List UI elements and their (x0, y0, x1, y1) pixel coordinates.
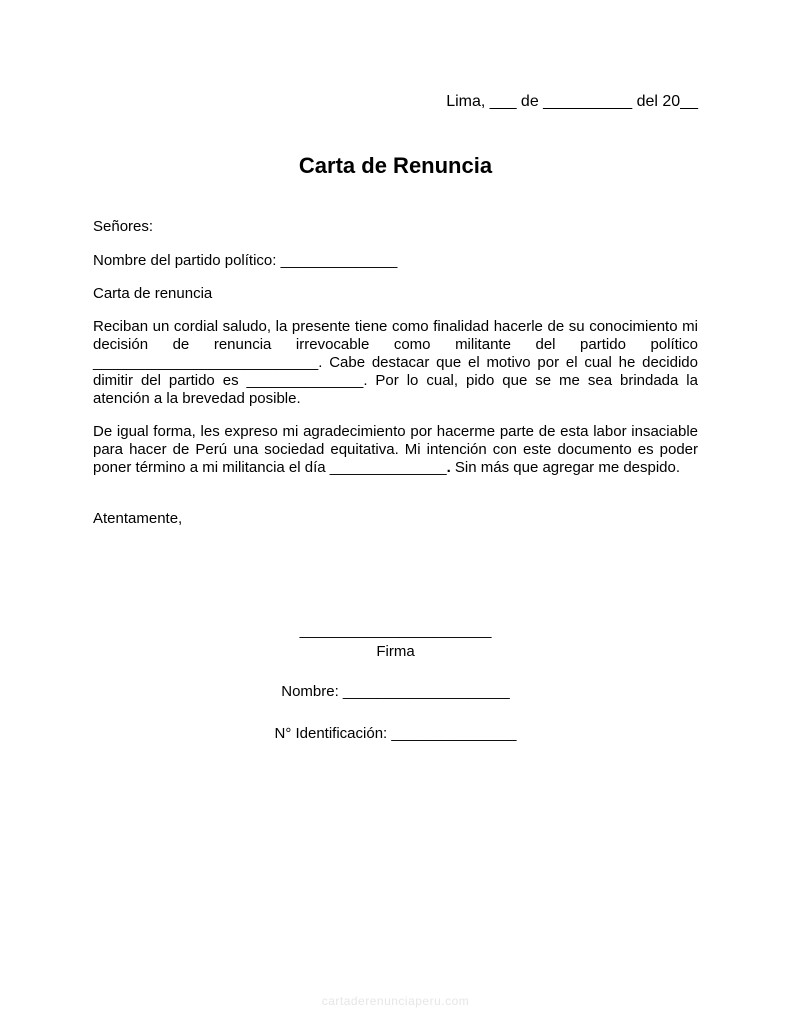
letter-title: Carta de Renuncia (298, 153, 493, 178)
party-name-line: Nombre del partido político: ______________ (93, 252, 398, 269)
closing: Atentamente, (93, 510, 183, 527)
paragraph-2-start: De igual forma, les expreso mi agradecimiento por hacerme parte de esta labor insaciable para hacer de Perú una sociedad equitativa. Mi intención con este documento es poder poner término a mi militancia el día ______________ (93, 423, 698, 476)
subject-line: Carta de renuncia (93, 285, 213, 302)
name-line: Nombre: ____________________ (281, 683, 510, 700)
signature-line: _______________________ (299, 622, 492, 639)
signature-label: Firma (376, 643, 415, 660)
identification-line: N° Identificación: _______________ (274, 725, 517, 742)
date-line: Lima, ___ de __________ del 20__ (446, 93, 698, 110)
paragraph-2 (93, 423, 698, 477)
paragraph-2-bold-period: . (446, 459, 451, 476)
salutation: Señores: (93, 218, 154, 235)
paragraph-2-end: Sin más que agregar me despido. (450, 459, 681, 476)
paragraph-1: Reciban un cordial saludo, la presente tiene como finalidad hacerle de su conocimiento mi decisión de renuncia irrevocable como militante del partido político ___________________________. Cabe destacar que el motivo por el cual he decidido dimitir del partido es ______________. Por lo cual, pido que se me sea brindada la atención a la brevedad posible. (93, 318, 698, 407)
watermark: cartaderenunciaperu.com (321, 994, 470, 1008)
